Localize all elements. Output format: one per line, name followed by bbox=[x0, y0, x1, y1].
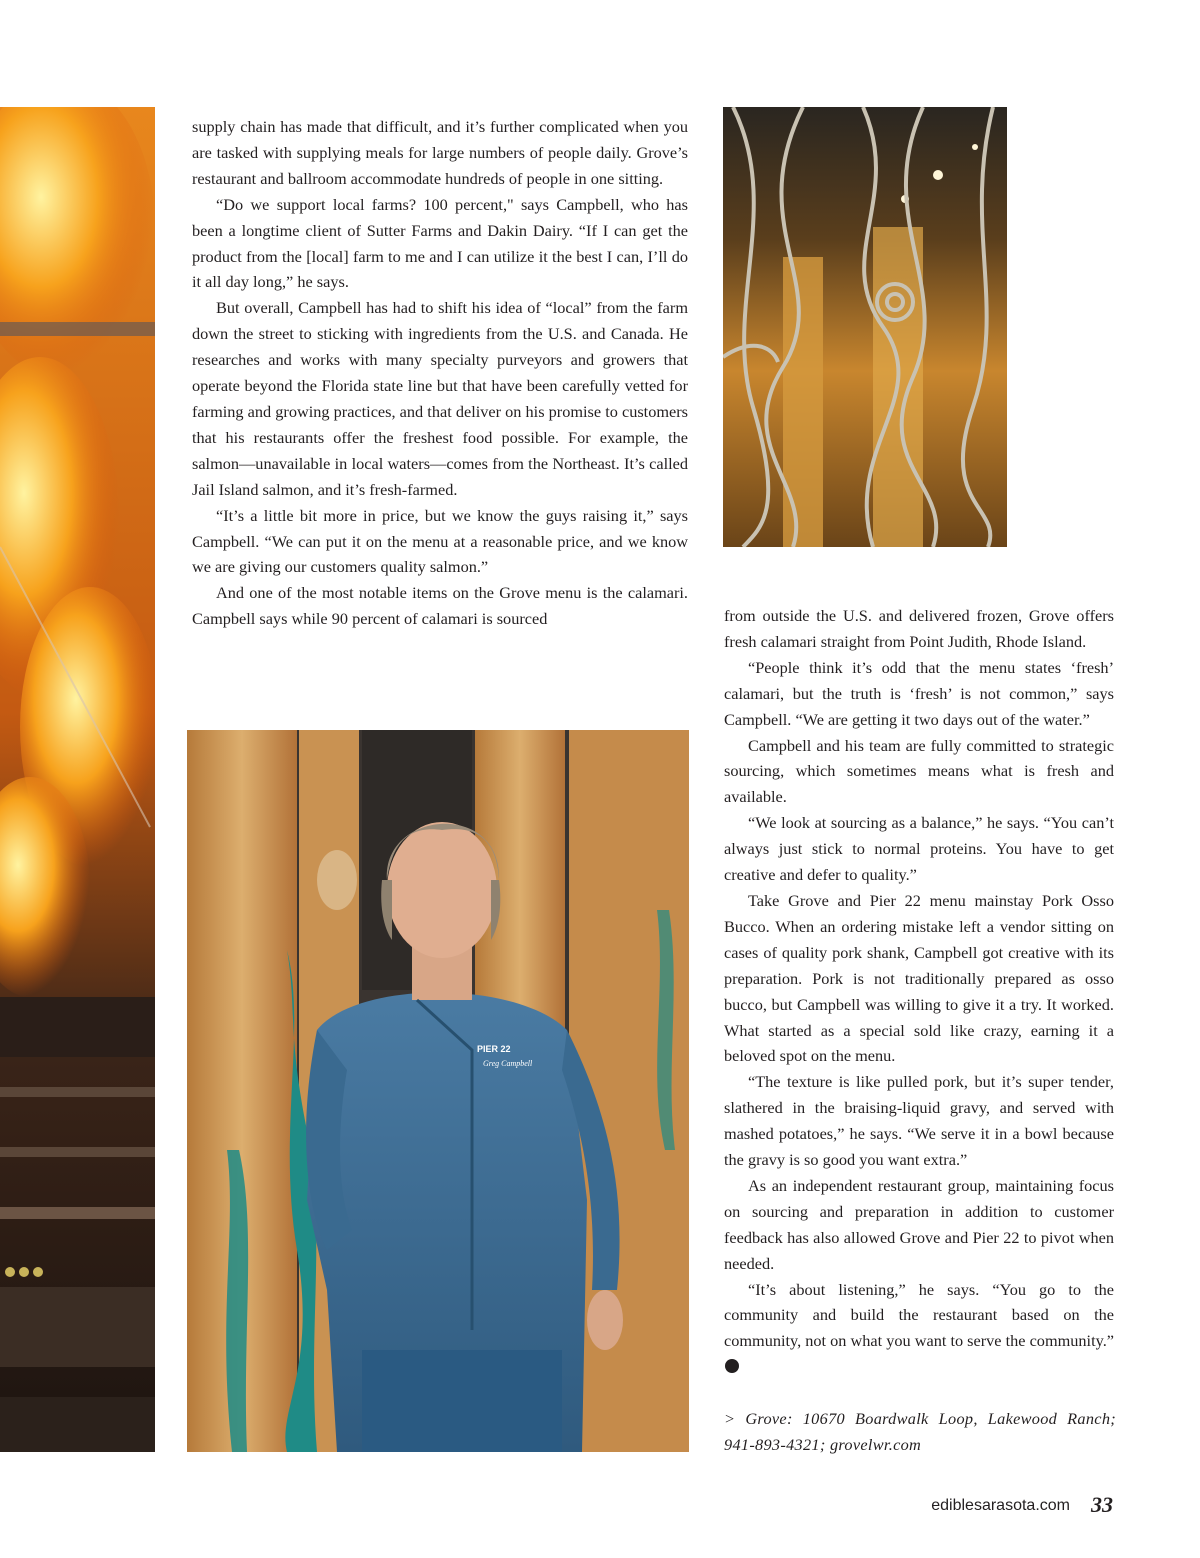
paragraph: “People think it’s odd that the menu states ‘fresh’ calamari, but the truth is ‘fresh’ is not common,” says Campbell. “We are getting it two days out of the water.” bbox=[724, 657, 1114, 729]
paragraph: Campbell and his team are fully committed to strategic sourcing, which sometimes means what is fresh and available. bbox=[724, 735, 1114, 807]
paragraph: “Do we support local farms? 100 percent," says Campbell, who has been a longtime client of Sutter Farms and Dakin Dairy. “If I can get the product from the [local] farm to me and I can utilize it the best I can, I’ll do it all day long,” he says. bbox=[192, 194, 688, 292]
paragraph: “The texture is like pulled pork, but it’s super tender, slathered in the braising-liquid gravy, and served with mashed potatoes,” he says. “We serve it in a bowl because the gravy is so good you want extra.” bbox=[724, 1072, 1114, 1170]
paragraph: But overall, Campbell has had to shift his idea of “local” from the farm down the street to sticking with ingredients from the U.S. and Canada. He researches and works with many specialty purveyors and growers that operate beyond the Florida state line but that have been carefully vetted for farming and growing practices, and that deliver on his promise to customers that his restaurants offer the freshest food possible. For example, the salmon—unavailable in local waters—comes from the Northeast. It’s called Jail Island salmon, and it’s fresh-farmed. bbox=[192, 298, 688, 499]
jacket-logo: PIER 22 bbox=[477, 1044, 511, 1054]
paragraph: supply chain has made that difficult, and it’s further complicated when you are tasked with supplying meals for large numbers of people daily. Grove’s restaurant and ballroom accommodate hundreds of people in one sitting. bbox=[192, 117, 688, 188]
paragraph: And one of the most notable items on the Grove menu is the calamari. Campbell says while 90 percent of calamari is sourced bbox=[192, 583, 688, 629]
footer-website: ediblesarasota.com bbox=[931, 1497, 1070, 1514]
flame-grill-photo bbox=[0, 107, 155, 1452]
page-number: 33 bbox=[1091, 1492, 1113, 1517]
paragraph: Take Grove and Pier 22 menu mainstay Pork Osso Bucco. When an ordering mistake left a vendor sitting on cases of quality pork shank, Campbell got creative with its preparation. Pork is not traditionally prepared as osso bucco, but Campbell was willing to give it a try. It worked. What started as a special sold like crazy, earning it a beloved spot on the menu. bbox=[724, 890, 1114, 1066]
article-column-left bbox=[192, 114, 688, 632]
final-paragraph-text: “It’s about listening,” he says. “You go to the community and build the restaurant based on the community, not on what you want to serve the community.” bbox=[724, 1279, 1114, 1351]
restaurant-address: > Grove: 10670 Boardwalk Loop, Lakewood Ranch; 941-893-4321; grovelwr.com bbox=[724, 1409, 1116, 1454]
jacket-name: Greg Campbell bbox=[483, 1059, 533, 1068]
paragraph: As an independent restaurant group, maintaining focus on sourcing and preparation in addition to customer feedback has also allowed Grove and Pier 22 to pivot when needed. bbox=[724, 1175, 1114, 1273]
end-mark-icon bbox=[725, 1359, 739, 1373]
paragraph-final bbox=[724, 1277, 1114, 1381]
decorative-grille-photo bbox=[723, 107, 1007, 547]
paragraph: from outside the U.S. and delivered frozen, Grove offers fresh calamari straight from Point Judith, Rhode Island. bbox=[724, 606, 1114, 651]
paragraph: “It’s a little bit more in price, but we know the guys raising it,” says Campbell. “We can put it on the menu at a reasonable price, and we know we are giving our customers quality salmon.” bbox=[192, 505, 688, 577]
article-column-right bbox=[724, 603, 1114, 1380]
paragraph: “We look at sourcing as a balance,” he says. “You can’t always just stick to normal proteins. You have to get creative and defer to quality.” bbox=[724, 813, 1114, 885]
chef-portrait-photo bbox=[187, 730, 689, 1452]
